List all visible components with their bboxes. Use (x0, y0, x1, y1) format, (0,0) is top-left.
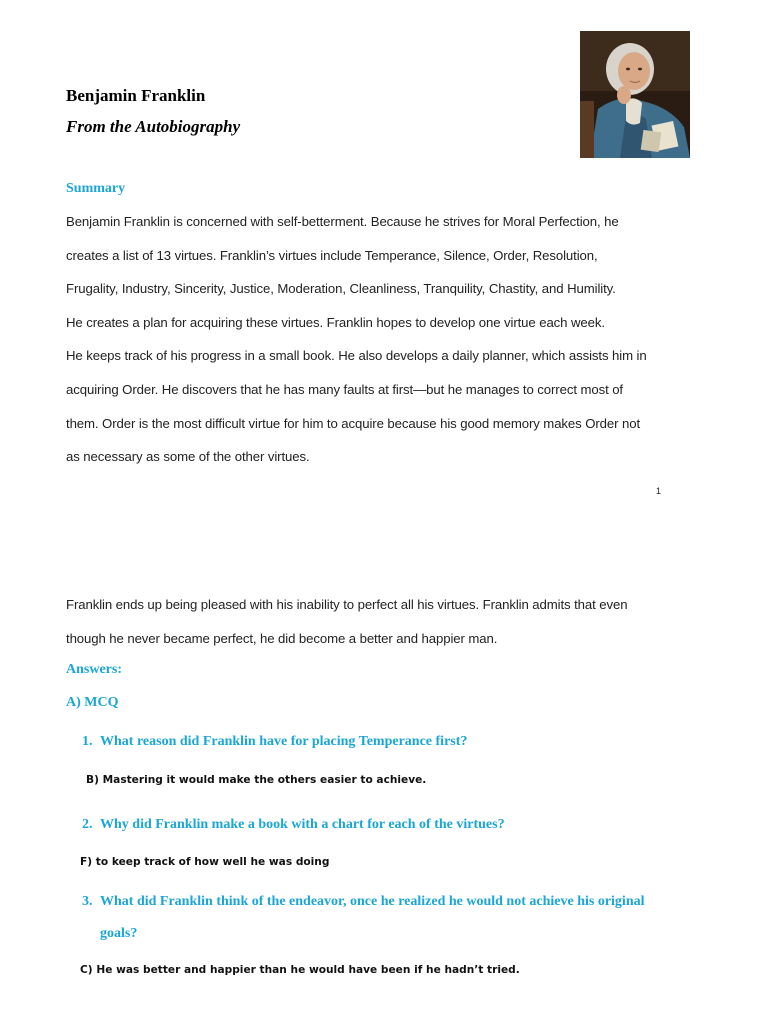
question-number: 3. (82, 894, 93, 909)
question-number: 2. (82, 817, 93, 832)
answer-3 (80, 964, 520, 976)
summary-line: creates a list of 13 virtues. Franklin’s virtues include Temperance, Silence, Order, Resolution, (66, 247, 598, 263)
summary-line: them. Order is the most difficult virtue for him to acquire because his good memory makes Order not (66, 415, 641, 431)
answer-letter: F) (80, 856, 93, 868)
answer-letter: C) (80, 964, 93, 976)
question-text: Why did Franklin make a book with a chart for each of the virtues? (100, 817, 505, 832)
document-subtitle: From the Autobiography (66, 117, 241, 136)
summary-line: Benjamin Franklin is concerned with self-betterment. Because he strives for Moral Perfection, he (66, 214, 619, 229)
franklin-portrait-icon (580, 31, 690, 158)
summary-line: He keeps track of his progress in a small book. He also develops a daily planner, which assists him in (66, 348, 647, 364)
answer-2 (80, 856, 329, 868)
answer-text: Mastering it would make the others easier to achieve. (102, 774, 427, 786)
continuation-paragraph (66, 588, 676, 655)
page-number: 1 (656, 486, 662, 496)
question-2 (82, 809, 662, 841)
summary-heading: Summary (66, 181, 126, 196)
summary-line: acquiring Order. He discovers that he has many faults at first—but he manages to correct most of (66, 381, 623, 397)
question-1 (82, 726, 662, 758)
continuation-line: Franklin ends up being pleased with his inability to perfect all his virtues. Franklin admits that even (66, 597, 628, 612)
continuation-line: though he never became perfect, he did become a better and happier man. (66, 630, 498, 646)
summary-line: as necessary as some of the other virtues. (66, 449, 310, 465)
answers-heading: Answers: (66, 662, 122, 677)
answer-letter: B) (86, 774, 99, 786)
mcq-heading: A) MCQ (66, 695, 119, 710)
summary-line: Frugality, Industry, Sincerity, Justice, Moderation, Cleanliness, Tranquility, Chastity, and Humility. (66, 281, 616, 297)
summary-line: He creates a plan for acquiring these virtues. Franklin hopes to develop one virtue each week. (66, 314, 605, 330)
answer-text: to keep track of how well he was doing (95, 856, 330, 868)
answer-text: He was better and happier than he would have been if he hadn’t tried. (96, 964, 520, 976)
document-title: Benjamin Franklin (66, 86, 206, 105)
summary-paragraph (66, 205, 676, 474)
question-3 (82, 886, 662, 950)
question-text: What reason did Franklin have for placing Temperance first? (100, 734, 468, 749)
question-text: What did Franklin think of the endeavor, once he realized he would not achieve his original (100, 894, 645, 909)
question-number: 1. (82, 734, 93, 749)
question-text-continued: goals? (100, 926, 138, 941)
answer-1 (86, 774, 426, 786)
